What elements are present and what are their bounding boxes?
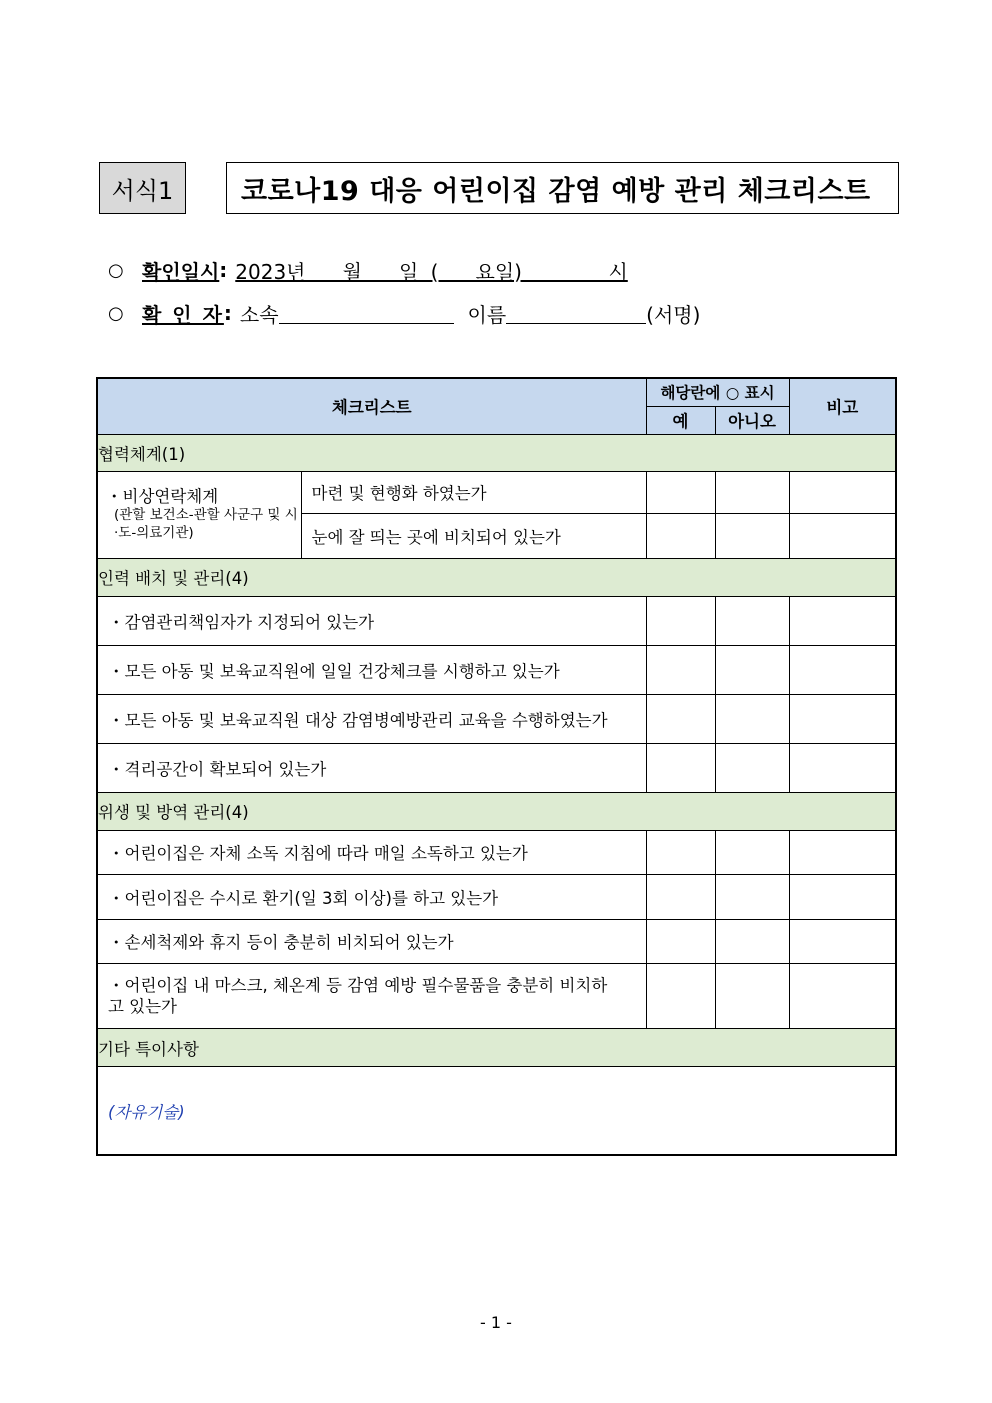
header-no: 아니오 <box>715 406 789 434</box>
section-row <box>97 434 896 471</box>
yes-cell[interactable] <box>646 471 715 513</box>
name-label: 이름 <box>467 302 507 327</box>
check-date-row <box>108 255 628 285</box>
section-title: 인력 배치 및 관리(4) <box>97 558 896 596</box>
no-cell[interactable] <box>715 646 789 695</box>
colon: : <box>219 258 228 282</box>
checker-label: 확 인 자 <box>142 302 224 327</box>
document-title: 코로나19 대응 어린이집 감염 예방 관리 체크리스트 <box>226 162 899 214</box>
yes-cell[interactable] <box>646 695 715 744</box>
header-yes: 예 <box>646 406 715 434</box>
table-row <box>97 874 896 919</box>
yes-cell[interactable] <box>646 919 715 963</box>
name-field[interactable] <box>506 303 646 324</box>
yes-cell[interactable] <box>646 963 715 1028</box>
table-row <box>97 597 896 646</box>
page-number: - 1 - <box>480 1313 512 1332</box>
header-mark: 해당란에 ○ 표시 <box>646 378 789 406</box>
no-cell[interactable] <box>715 830 789 874</box>
table-row <box>97 744 896 792</box>
yes-cell[interactable] <box>646 874 715 919</box>
affiliation-field[interactable] <box>279 303 454 324</box>
table-row <box>97 471 896 513</box>
signature-label: (서명) <box>646 302 701 327</box>
table-row <box>97 1067 896 1155</box>
remarks-cell[interactable] <box>789 471 896 513</box>
checker-row <box>108 298 700 328</box>
item-text: ・어린이집은 수시로 환기(일 3회 이상)를 하고 있는가 <box>97 874 646 919</box>
header-remarks: 비고 <box>789 378 896 434</box>
item-text: ・어린이집은 자체 소독 지침에 따라 매일 소독하고 있는가 <box>97 830 646 874</box>
affiliation-label: 소속 <box>239 302 279 327</box>
item-text: 눈에 잘 띄는 곳에 비치되어 있는가 <box>301 513 646 558</box>
item-text: ・손세척제와 휴지 등이 충분히 비치되어 있는가 <box>97 919 646 963</box>
table-row <box>97 919 896 963</box>
section-row <box>97 792 896 830</box>
free-text-field[interactable]: (자유기술) <box>97 1067 896 1155</box>
remarks-cell[interactable] <box>789 963 896 1028</box>
header-checklist: 체크리스트 <box>97 378 646 434</box>
no-cell[interactable] <box>715 919 789 963</box>
no-cell[interactable] <box>715 744 789 792</box>
table-row <box>97 963 896 1028</box>
remarks-cell[interactable] <box>789 744 896 792</box>
section-title: 협력체계(1) <box>97 434 896 471</box>
item-text: ・모든 아동 및 보육교직원에 일일 건강체크를 시행하고 있는가 <box>97 646 646 695</box>
remarks-cell[interactable] <box>789 874 896 919</box>
yes-cell[interactable] <box>646 597 715 646</box>
yes-cell[interactable] <box>646 830 715 874</box>
group-label: ・비상연락체계 <box>106 487 219 507</box>
check-date-field[interactable]: 2023년 월 일 ( 요일) 시 <box>235 259 628 284</box>
item-text: ・감염관리책임자가 지정되어 있는가 <box>97 597 646 646</box>
yes-cell[interactable] <box>646 513 715 558</box>
remarks-cell[interactable] <box>789 830 896 874</box>
remarks-cell[interactable] <box>789 646 896 695</box>
section-row <box>97 1029 896 1067</box>
circle-bullet-icon: ○ <box>108 302 124 324</box>
table-row <box>97 646 896 695</box>
no-cell[interactable] <box>715 963 789 1028</box>
form-number-label: 서식1 <box>99 162 186 214</box>
remarks-cell[interactable] <box>789 919 896 963</box>
no-cell[interactable] <box>715 874 789 919</box>
item-text: ・격리공간이 확보되어 있는가 <box>97 744 646 792</box>
section-row <box>97 558 896 596</box>
table-row <box>97 830 896 874</box>
table-row <box>97 695 896 744</box>
remarks-cell[interactable] <box>789 513 896 558</box>
no-cell[interactable] <box>715 695 789 744</box>
check-date-label: 확인일시 <box>142 259 220 284</box>
checklist-table <box>96 377 897 1156</box>
no-cell[interactable] <box>715 471 789 513</box>
colon: : <box>223 301 232 325</box>
item-text: 마련 및 현행화 하였는가 <box>301 471 646 513</box>
yes-cell[interactable] <box>646 744 715 792</box>
yes-cell[interactable] <box>646 646 715 695</box>
no-cell[interactable] <box>715 597 789 646</box>
item-text: ・어린이집 내 마스크, 체온계 등 감염 예방 필수물품을 충분히 비치하고 있는가 <box>97 963 646 1028</box>
no-cell[interactable] <box>715 513 789 558</box>
item-text: ・모든 아동 및 보육교직원 대상 감염병예방관리 교육을 수행하였는가 <box>97 695 646 744</box>
circle-bullet-icon: ○ <box>108 259 124 281</box>
group-note: (관할 보건소-관할 사군구 및 시·도-의료기관) <box>114 507 298 542</box>
remarks-cell[interactable] <box>789 597 896 646</box>
remarks-cell[interactable] <box>789 695 896 744</box>
section-title: 기타 특이사항 <box>97 1029 896 1067</box>
group-label-cell <box>97 471 301 558</box>
section-title: 위생 및 방역 관리(4) <box>97 792 896 830</box>
